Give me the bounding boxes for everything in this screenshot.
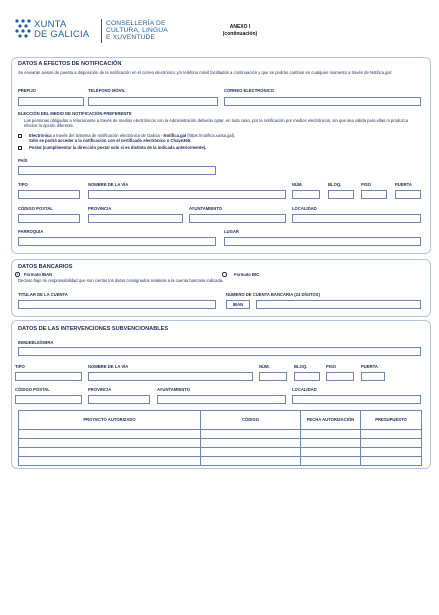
bank-title: DATOS BANCARIOS (18, 264, 73, 270)
int-council-field[interactable] (157, 395, 286, 404)
cell-code[interactable] (201, 448, 301, 457)
notification-section (11, 57, 431, 254)
iban-format-radio[interactable] (15, 272, 20, 277)
road-name-field[interactable] (88, 190, 286, 199)
cell-project[interactable] (19, 430, 201, 439)
bic-format-label: Formato BIC (234, 272, 260, 277)
mobile-label: TELÉFONO MÓVIL (88, 88, 126, 93)
logo-line-2: DE GALICIA (34, 28, 90, 40)
int-number-field[interactable] (259, 372, 287, 381)
account-number-field[interactable] (256, 300, 421, 309)
province-label: PROVINCIA (88, 206, 112, 211)
table-row (19, 457, 422, 466)
int-floor-field[interactable] (326, 372, 354, 381)
road-name-label: NOMBRE DE LA VÍA (88, 182, 129, 187)
number-label: NÚM. (292, 182, 303, 187)
int-number-label: NÚM. (259, 364, 270, 369)
block-field[interactable] (328, 190, 354, 199)
int-road-type-label: TIPO (15, 364, 25, 369)
email-label: CORREO ELECTRÓNICO (224, 88, 275, 93)
bic-format-radio[interactable] (222, 272, 227, 277)
postal-bold: Postal (29, 145, 42, 150)
electronic-bold: Electrónica (29, 133, 52, 138)
int-floor-label: PISO (326, 364, 337, 369)
account-holder-label: TITULAR DE LA CUENTA (18, 292, 68, 297)
electronic-text: a través del Sistema de notificación electrónica de Galicia - (51, 133, 164, 138)
floor-label: PISO (361, 182, 372, 187)
cell-budget[interactable] (361, 448, 422, 457)
notifica-url: (https://notifica.xunta.gal). (186, 133, 236, 138)
account-number-label: NÚMERO DE CUENTA BANCARIA (24 DÍGITOS) (226, 292, 320, 297)
parish-label: PARROQUIA (18, 229, 44, 234)
cell-date[interactable] (301, 430, 361, 439)
postal-notification-label (29, 145, 419, 150)
council-label: AYUNTAMIENTO (189, 206, 222, 211)
postal-notification-checkbox[interactable] (18, 146, 22, 150)
email-field[interactable] (224, 97, 421, 106)
table-row (19, 439, 422, 448)
header-code: CÓDIGO (201, 411, 301, 430)
authorized-projects-table (18, 410, 422, 466)
dept-line-1: CONSELLERÍA DE (106, 20, 166, 27)
locality-label: LOCALIDAD (292, 206, 317, 211)
locality-field[interactable] (292, 214, 421, 223)
int-road-type-field[interactable] (15, 372, 82, 381)
place-field[interactable] (224, 237, 421, 246)
cell-date[interactable] (301, 439, 361, 448)
number-field[interactable] (292, 190, 320, 199)
int-province-label: PROVINCIA (88, 387, 112, 392)
cell-code[interactable] (201, 430, 301, 439)
cell-code[interactable] (201, 457, 301, 466)
country-label: PAÍS (18, 158, 28, 163)
electronic-notification-note: Sólo se podrá acceder a la notificación con el certificado electrónico o Chave365. (29, 138, 192, 143)
int-council-label: AYUNTAMIENTO (157, 387, 190, 392)
prefix-label: PREFIJO (18, 88, 36, 93)
dept-line-3: E XUVENTUDE (106, 34, 156, 42)
iban-tag: IBAN (226, 300, 250, 309)
int-door-label: PUERTA (361, 364, 378, 369)
council-field[interactable] (189, 214, 286, 223)
notifica-link[interactable]: Notifica.gal (163, 133, 187, 138)
country-field[interactable] (18, 166, 216, 175)
int-road-name-label: NOMBRE DE LA VÍA (88, 364, 129, 369)
mobile-field[interactable] (88, 97, 218, 106)
int-postal-code-field[interactable] (15, 395, 82, 404)
electronic-notification-checkbox[interactable] (18, 134, 22, 138)
cell-date[interactable] (301, 448, 361, 457)
cell-budget[interactable] (361, 439, 422, 448)
interventions-title: DATOS DE LAS INTERVENCIONES SUBVENCIONABLES (18, 326, 169, 332)
int-block-field[interactable] (294, 372, 320, 381)
cell-date[interactable] (301, 457, 361, 466)
logo-wordmark (34, 20, 89, 39)
parish-field[interactable] (18, 237, 216, 246)
int-road-name-field[interactable] (88, 372, 253, 381)
road-type-label: TIPO (18, 182, 28, 187)
cell-project[interactable] (19, 448, 201, 457)
notification-choice-text: Las personas obligadas a relacionarse a través de medios electrónicos con la Administración deberán optar, en todo caso, por la notificación por medios electrónicos, sin que sea válida para ellas ni produzca efectos la opción diferente. (24, 118, 409, 129)
table-header-row (19, 411, 422, 430)
annex-subtitle: (continuación) (222, 31, 258, 37)
xunta-cross-icon (14, 18, 32, 40)
header-budget: PRESUPUESTO (361, 411, 422, 430)
door-field[interactable] (395, 190, 421, 199)
logo-divider (101, 19, 102, 43)
postal-code-label: CÓDIGO POSTAL (18, 206, 53, 211)
iban-format-label: Formato IBAN (24, 272, 53, 277)
logo-line-1: XUNTA (34, 19, 67, 30)
postal-code-field[interactable] (18, 214, 80, 223)
prefix-field[interactable] (18, 97, 84, 106)
dept-line-2: CULTURA, LINGUA (106, 27, 168, 35)
notification-intro: Se enviarán avisos de puesta a disposición de la notificación en el correo electrónico y/o teléfono móvil facilitados a continuación y que se podrán cambiar en cualquier momento a través de Notifica.gal: (18, 70, 392, 75)
table-row (19, 430, 422, 439)
postal-text: (cumplimentar la dirección postal solo si es distinta de la indicada anteriormente). (41, 145, 207, 150)
int-locality-field[interactable] (292, 395, 421, 404)
cell-project[interactable] (19, 439, 201, 448)
department-name (106, 20, 168, 42)
table-row (19, 448, 422, 457)
road-type-field[interactable] (18, 190, 80, 199)
notification-title: DATOS A EFECTOS DE NOTIFICACIÓN (18, 61, 122, 67)
int-province-field[interactable] (88, 395, 150, 404)
cell-code[interactable] (201, 439, 301, 448)
header-authorization-date: FECHA AUTORIZACIÓN (301, 411, 361, 430)
cell-budget[interactable] (361, 457, 422, 466)
bank-declaration: Declaro bajo mi responsabilidad que son ciertos los datos consignados relativos a la cuenta bancaria indicada. (18, 278, 224, 283)
int-block-label: BLOQ. (294, 364, 308, 369)
annex-title: ANEXO I (229, 24, 251, 30)
door-label: PUERTA (395, 182, 412, 187)
int-locality-label: LOCALIDAD (292, 387, 317, 392)
int-postal-code-label: CÓDIGO POSTAL (15, 387, 50, 392)
annex-heading (190, 24, 290, 38)
property-label: INMUEBLE/OBRA (18, 340, 54, 345)
cell-project[interactable] (19, 457, 201, 466)
province-field[interactable] (88, 214, 183, 223)
floor-field[interactable] (361, 190, 387, 199)
notification-choice-title: ELECCIÓN DEL MEDIO DE NOTIFICACIÓN PREFERENTE (18, 111, 132, 116)
place-label: LUGAR (224, 229, 239, 234)
header-authorized-project: PROYECTO AUTORIZADO (19, 411, 201, 430)
cell-budget[interactable] (361, 430, 422, 439)
block-label: BLOQ. (328, 182, 342, 187)
int-door-field[interactable] (361, 372, 385, 381)
property-field[interactable] (18, 347, 421, 356)
account-holder-field[interactable] (18, 300, 216, 309)
